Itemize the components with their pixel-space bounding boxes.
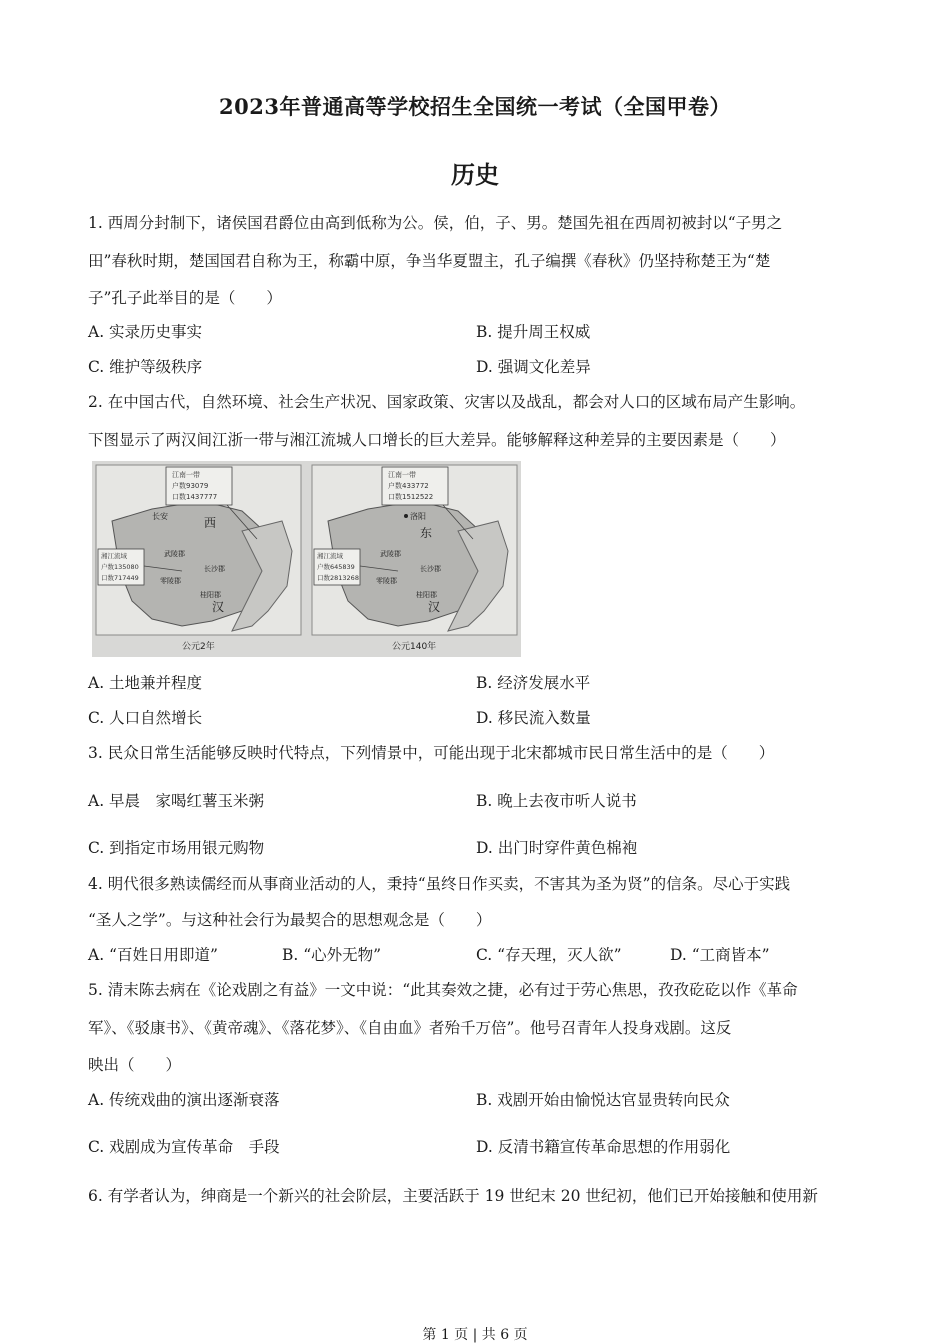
map-eastern-han — [312, 465, 517, 652]
right-label-han: 汉 — [428, 600, 441, 614]
left-side-box-line-2: 户数135080 — [101, 563, 139, 571]
q1-option-b: B. 提升周王权威 — [476, 323, 591, 341]
q4-option-a: A. “百姓日用即道” — [88, 946, 218, 964]
right-side-box-line-3: 口数2813268 — [317, 574, 359, 582]
q5-stem-line-1: 5. 清末陈去病在《论戏剧之有益》一文中说：“此其奏效之捷，必有过于劳心焦思，孜孜矻矻以作《革命 — [88, 981, 798, 999]
q2-option-c: C. 人口自然增长 — [88, 709, 203, 727]
q1-stem-line-3: 子”孔子此举目的是（ ） — [88, 289, 282, 307]
left-top-box-line-3: 口数1437777 — [172, 493, 218, 501]
left-side-box-line-1: 湘江流域 — [101, 552, 127, 560]
map-western-han — [96, 465, 301, 652]
subject-heading: 历史 — [451, 160, 499, 189]
q4-stem-line-1: 4. 明代很多熟读儒经而从事商业活动的人，秉持“虽终日作买卖，不害其为圣为贤”的信条。尽心于实践 — [88, 875, 791, 893]
right-side-box-line-1: 湘江流域 — [317, 552, 343, 560]
exam-title: 2023年普通高等学校招生全国统一考试（全国甲卷） — [219, 94, 731, 119]
q4-option-d: D. “工商皆本” — [670, 946, 770, 964]
q1-stem-line-2: 田”春秋时期，楚国国君自称为王，称霸中原，争当华夏盟主，孔子编撰《春秋》仍坚持称楚王为“楚 — [88, 252, 771, 270]
q2-stem-line-2: 下图显示了两汉间江浙一带与湘江流城人口增长的巨大差异。能够解释这种差异的主要因素是（ ） — [88, 431, 786, 449]
right-map-caption: 公元140年 — [392, 642, 437, 652]
left-label-han: 汉 — [212, 600, 225, 614]
q5-option-c: C. 戏剧成为宣传革命 手段 — [88, 1138, 280, 1156]
q3-option-c: C. 到指定市场用银元购物 — [88, 839, 265, 857]
q1-option-c: C. 维护等级秩序 — [88, 358, 203, 376]
left-label-guiyang: 桂阳郡 — [200, 591, 221, 599]
q5-stem-line-3: 映出（ ） — [88, 1056, 182, 1074]
q5-option-a: A. 传统戏曲的演出逐渐衰落 — [88, 1091, 280, 1109]
right-label-changsha: 长沙郡 — [420, 565, 441, 573]
q3-option-b: B. 晚上去夜市听人说书 — [476, 792, 637, 810]
right-label-luoyang: 洛阳 — [410, 512, 426, 521]
left-map-caption: 公元2年 — [182, 642, 215, 652]
left-label-lingling: 零陵郡 — [160, 577, 181, 585]
left-label-changan: 长安 — [152, 512, 168, 521]
right-top-box-line-3: 口数1512522 — [388, 493, 434, 501]
q2-option-b: B. 经济发展水平 — [476, 674, 591, 692]
q5-stem-line-2: 军》、《驳康书》、《黄帝魂》、《落花梦》、《自由血》者殆千万倍”。他号召青年人投身戏剧。这反 — [88, 1019, 732, 1037]
left-top-box-line-2: 户数93079 — [172, 482, 209, 490]
q2-option-a: A. 土地兼并程度 — [88, 674, 203, 692]
q1-option-a: A. 实录历史事实 — [88, 323, 203, 341]
q2-stem-line-1: 2. 在中国古代，自然环境、社会生产状况、国家政策、灾害以及战乱，都会对人口的区域布局产生影响。 — [88, 393, 806, 411]
right-side-box-line-2: 户数645839 — [317, 563, 355, 571]
q4-option-c: C. “存天理，灭人欲” — [476, 946, 622, 964]
q3-option-a: A. 早晨 家喝红薯玉米粥 — [88, 792, 265, 810]
left-side-box-line-3: 口数717449 — [101, 574, 139, 582]
q1-option-d: D. 强调文化差异 — [476, 358, 591, 376]
q3-stem-line-1: 3. 民众日常生活能够反映时代特点，下列情景中，可能出现于北宋都城市民日常生活中的是（ ） — [88, 744, 775, 762]
right-label-dong: 东 — [420, 526, 433, 540]
q5-option-b: B. 戏剧开始由愉悦达官显贵转向民众 — [476, 1091, 730, 1109]
q1-stem-line-1: 1. 西周分封制下，诸侯国君爵位由高到低称为公。侯，伯，子、男。楚国先祖在西周初被封以“子男之 — [88, 214, 783, 232]
left-top-box-line-1: 江南一带 — [172, 471, 200, 479]
page-footer: 第 1 页 | 共 6 页 — [422, 1327, 528, 1343]
q5-option-d: D. 反清书籍宣传革命思想的作用弱化 — [476, 1138, 731, 1156]
left-label-xi: 西 — [204, 516, 217, 530]
q2-option-d: D. 移民流入数量 — [476, 709, 591, 727]
right-label-guiyang: 桂阳郡 — [416, 591, 437, 599]
q3-option-d: D. 出门时穿件黄色棉袍 — [476, 839, 638, 857]
population-map-figure — [92, 461, 521, 657]
right-top-box-line-1: 江南一带 — [388, 471, 416, 479]
right-label-wuling: 武陵郡 — [380, 550, 401, 558]
q4-stem-line-2: “圣人之学”。与这种社会行为最契合的思想观念是（ ） — [88, 911, 492, 929]
right-top-box-line-2: 户数433772 — [388, 482, 429, 490]
q6-stem-line-1: 6. 有学者认为，绅商是一个新兴的社会阶层，主要活跃于 19 世纪末 20 世纪初，他们已开始接触和使用新 — [88, 1187, 818, 1205]
left-label-wuling: 武陵郡 — [164, 550, 185, 558]
right-label-lingling: 零陵郡 — [376, 577, 397, 585]
left-label-changsha: 长沙郡 — [204, 565, 225, 573]
q4-option-b: B. “心外无物” — [282, 946, 382, 964]
